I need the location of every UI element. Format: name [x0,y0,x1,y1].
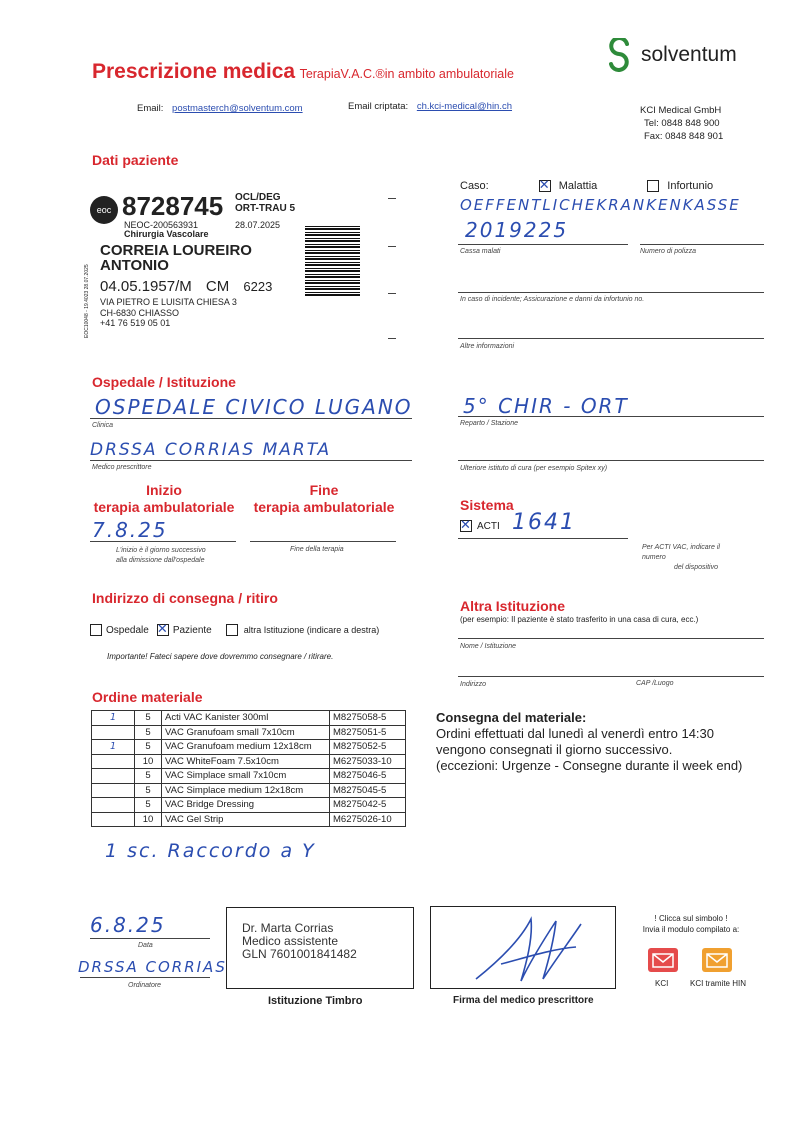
therapy-start-caption [116,546,206,566]
order-qty-cell: 5 [135,725,162,740]
email-row [137,103,303,114]
order-qty-cell: 5 [135,740,162,755]
other-info-caption: Altre informazioni [460,343,515,350]
case-accident-checkbox[interactable] [647,180,659,192]
doctor-caption: Medico prescrittore [92,464,152,471]
delivery-info-line-1: Ordini effettuati dal lunedì al venerdì entro 14:30 [436,726,715,741]
order-hand-cell[interactable] [92,798,135,813]
order-code-cell: M6275033-10 [330,754,406,769]
order-hand-cell[interactable] [92,769,135,784]
insurer-number-handwritten: 2019225 [465,218,569,242]
therapy-start-handwritten: 7.8.25 [92,518,168,542]
order-code-cell: M8275046-5 [330,769,406,784]
acti-row [460,520,500,532]
further-institute-caption: Ulteriore istituto di cura (per esempio Spitex xy) [460,465,608,472]
delivery-hospital-checkbox[interactable] [90,624,102,636]
order-qty-cell: 10 [135,812,162,827]
therapy-start-heading-1: Inizio [146,482,182,498]
signature-caption: Firma del medico prescrittore [453,995,594,1006]
therapy-end-heading-1: Fine [309,482,339,498]
order-code-cell: M8275051-5 [330,725,406,740]
delivery-other-label: altra Istituzione (indicare a destra) [243,625,380,635]
table-row [92,783,406,798]
table-row [92,812,406,827]
case-accident-label: Infortunio [667,180,714,192]
delivery-note: Importante! Fateci sapere dove dovremmo consegnare / ritirare. [107,652,334,661]
case-label: Caso: [460,180,489,192]
order-code-cell: M8275058-5 [330,711,406,726]
acti-number-handwritten: 1641 [512,510,576,535]
case-illness-label: Malattia [558,180,598,192]
order-desc-cell: VAC Simplace medium 12x18cm [162,783,330,798]
system-caption [642,543,720,573]
other-institution-example: (per esempio: Il paziente è stato trasferito in una casa di cura, ecc.) [460,615,699,624]
system-heading: Sistema [460,497,514,513]
order-desc-cell: VAC WhiteFoam 7.5x10cm [162,754,330,769]
send-kci-button[interactable] [648,948,678,972]
delivery-hospital-label: Ospedale [106,624,149,636]
order-desc-cell: VAC Granufoam medium 12x18cm [162,740,330,755]
case-date: 28.07.2025 [235,220,281,230]
insurer-caption: Cassa malati [460,248,501,255]
signature-icon [471,909,591,987]
clinic-caption: Clinica [92,422,114,429]
company-info [640,104,723,143]
therapy-end-heading [252,482,396,516]
order-qty-cell: 5 [135,798,162,813]
eoc-logo-icon: eoc [90,196,118,224]
patient-label [84,188,400,343]
other-institution-zip-caption: CAP /Luogo [636,680,674,687]
send-instruction-1: ! Clicca sul simbolo ! [654,914,728,923]
delivery-heading: Indirizzo di consegna / ritiro [92,590,278,606]
order-code-cell: M8275042-5 [330,798,406,813]
doctor-handwritten: DRSSA CORRIAS MARTA [90,440,332,460]
table-row [92,769,406,784]
ward-handwritten: 5° CHIR - ORT [463,394,629,418]
delivery-patient-label: Paziente [172,624,212,636]
delivery-other-checkbox[interactable] [226,624,238,636]
order-desc-cell: VAC Bridge Dressing [162,798,330,813]
email-encrypted-row [348,101,512,112]
envelope-icon [648,948,678,972]
table-row [92,725,406,740]
patient-birth-row [100,278,272,295]
ward-caption: Reparto / Stazione [460,420,518,427]
patient-number: 8728745 [122,191,224,221]
order-heading: Ordine materiale [92,689,203,705]
order-qty-cell: 5 [135,711,162,726]
patient-address [100,297,237,329]
system-caption-2: numero [642,554,666,561]
email-link[interactable]: postmasterch@solventum.com [172,103,303,114]
patient-codes [235,192,295,214]
date-caption: Data [138,942,153,949]
stamp-line-1: Dr. Marta Corrias [242,921,334,935]
therapy-start-caption-1: L'inizio è il giorno successivo [116,547,206,554]
order-desc-cell: VAC Granufoam small 7x10cm [162,725,330,740]
date-handwritten: 6.8.25 [90,913,166,937]
envelope-hin-icon [702,948,732,972]
delivery-patient-checkbox[interactable] [157,624,169,636]
orderer-caption: Ordinatore [128,982,162,989]
orderer-handwritten: DRSSA CORRIAS [78,958,227,976]
acti-label: ACTI [477,520,500,532]
company-fax: Fax: 0848 848 901 [644,131,724,142]
signature-box [430,906,616,989]
order-code-cell: M8275052-5 [330,740,406,755]
patient-heading: Dati paziente [92,152,179,168]
patient-side-text-box [84,248,92,338]
case-row [460,180,713,192]
clinic-handwritten: OSPEDALE CIVICO LUGANO [95,395,413,419]
patient-code-1: OCL/DEG [235,192,281,203]
order-desc-cell: Acti VAC Kanister 300ml [162,711,330,726]
patient-side-text: EOC10048 - 19.4023 28.07.2025 [84,264,90,338]
send-instructions [636,913,746,935]
brand-name: solventum [641,43,737,66]
patient-address-2: CH-6830 CHIASSO [100,307,180,318]
brand-logo [607,38,737,72]
delivery-info-heading: Consegna del materiale: [436,710,587,725]
form-title: Prescrizione medica [92,60,296,83]
table-row [92,711,406,726]
therapy-end-caption: Fine della terapia [290,546,344,553]
case-illness-checkbox[interactable] [539,180,551,192]
barcode [305,226,360,296]
order-qty-cell: 5 [135,769,162,784]
other-institution-address-caption: Indirizzo [460,681,487,688]
insurer-handwritten: OEFFENTLICHEKRANKENKASSE [460,196,741,214]
patient-birth: 04.05.1957/M [100,278,192,295]
case-number: NEOC-200563931 [124,220,199,230]
therapy-start-caption-2: alla dimissione dall'ospedale [116,557,205,564]
stamp-caption: Istituzione Timbro [268,995,363,1007]
email-encrypted-label: Email criptata: [348,101,409,112]
order-qty-cell: 10 [135,754,162,769]
stamp-line-3: GLN 7601001841482 [242,947,357,961]
therapy-start-heading [92,482,236,516]
solventum-logo-icon [607,38,635,72]
order-code-cell: M6275026-10 [330,812,406,827]
patient-address-1: VIA PIETRO E LUISITA CHIESA 3 [100,297,237,307]
delivery-info-line-3: (eccezioni: Urgenze - Consegne durante il week end) [436,758,743,773]
other-institution-heading: Altra Istituzione [460,598,566,614]
system-caption-3: del dispositivo [674,564,718,571]
send-kci-label: KCI [655,979,669,988]
order-hand-cell[interactable]: 1 [92,711,135,726]
patient-firstname: ANTONIO [100,257,169,274]
patient-code-2: ORT-TRAU 5 [235,203,295,214]
send-instruction-2: Invia il modulo compilato a: [642,925,740,934]
patient-surname: CORREIA LOUREIRO [100,242,252,259]
delivery-info-line-2: vengono consegnati il giorno successivo. [436,742,673,757]
form-title-block [92,60,514,84]
company-tel: Tel: 0848 848 900 [644,118,720,129]
order-hand-cell[interactable] [92,754,135,769]
patient-cm: CM [205,278,230,295]
order-qty-cell: 5 [135,783,162,798]
table-row [92,754,406,769]
accident-caption: In caso di incidente; Assicurazione e danni da infortunio no. [460,296,645,303]
patient-name [100,243,252,273]
order-hand-cell[interactable] [92,725,135,740]
form-subtitle: TerapiaV.A.C.®in ambito ambulatoriale [299,67,514,81]
send-kci-hin-button[interactable] [702,948,732,972]
order-hand-cell[interactable] [92,783,135,798]
order-extra-handwritten: 1 sc. Raccordo a Y [105,840,316,862]
therapy-end-heading-2: terapia ambulatoriale [253,499,395,515]
table-row [92,798,406,813]
order-code-cell: M8275045-5 [330,783,406,798]
send-kci-hin-label: KCI tramite HIN [690,979,747,988]
hospital-heading: Ospedale / Istituzione [92,374,236,390]
patient-cm-number: 6223 [243,279,273,294]
email-encrypted-link[interactable]: ch.kci-medical@hin.ch [416,101,513,112]
delivery-options [90,624,379,636]
order-desc-cell: VAC Simplace small 7x10cm [162,769,330,784]
order-hand-cell[interactable]: 1 [92,740,135,755]
delivery-info [436,710,742,774]
order-desc-cell: VAC Gel Strip [162,812,330,827]
order-table [91,710,406,827]
patient-phone: +41 76 519 05 01 [100,318,171,328]
table-row [92,740,406,755]
therapy-start-heading-2: terapia ambulatoriale [93,499,235,515]
department: Chirurgia Vascolare [124,229,209,239]
other-institution-name-caption: Nome / Istituzione [460,643,517,650]
system-caption-1: Per ACTI VAC, indicare il [642,544,720,551]
policy-caption: Numero di polizza [640,248,697,255]
acti-checkbox[interactable] [460,520,472,532]
stamp-line-2: Medico assistente [242,934,339,948]
order-hand-cell[interactable] [92,812,135,827]
email-label: Email: [137,103,164,114]
company-name: KCI Medical GmbH [640,105,722,116]
stamp [242,922,357,961]
stamp-box [226,907,414,989]
